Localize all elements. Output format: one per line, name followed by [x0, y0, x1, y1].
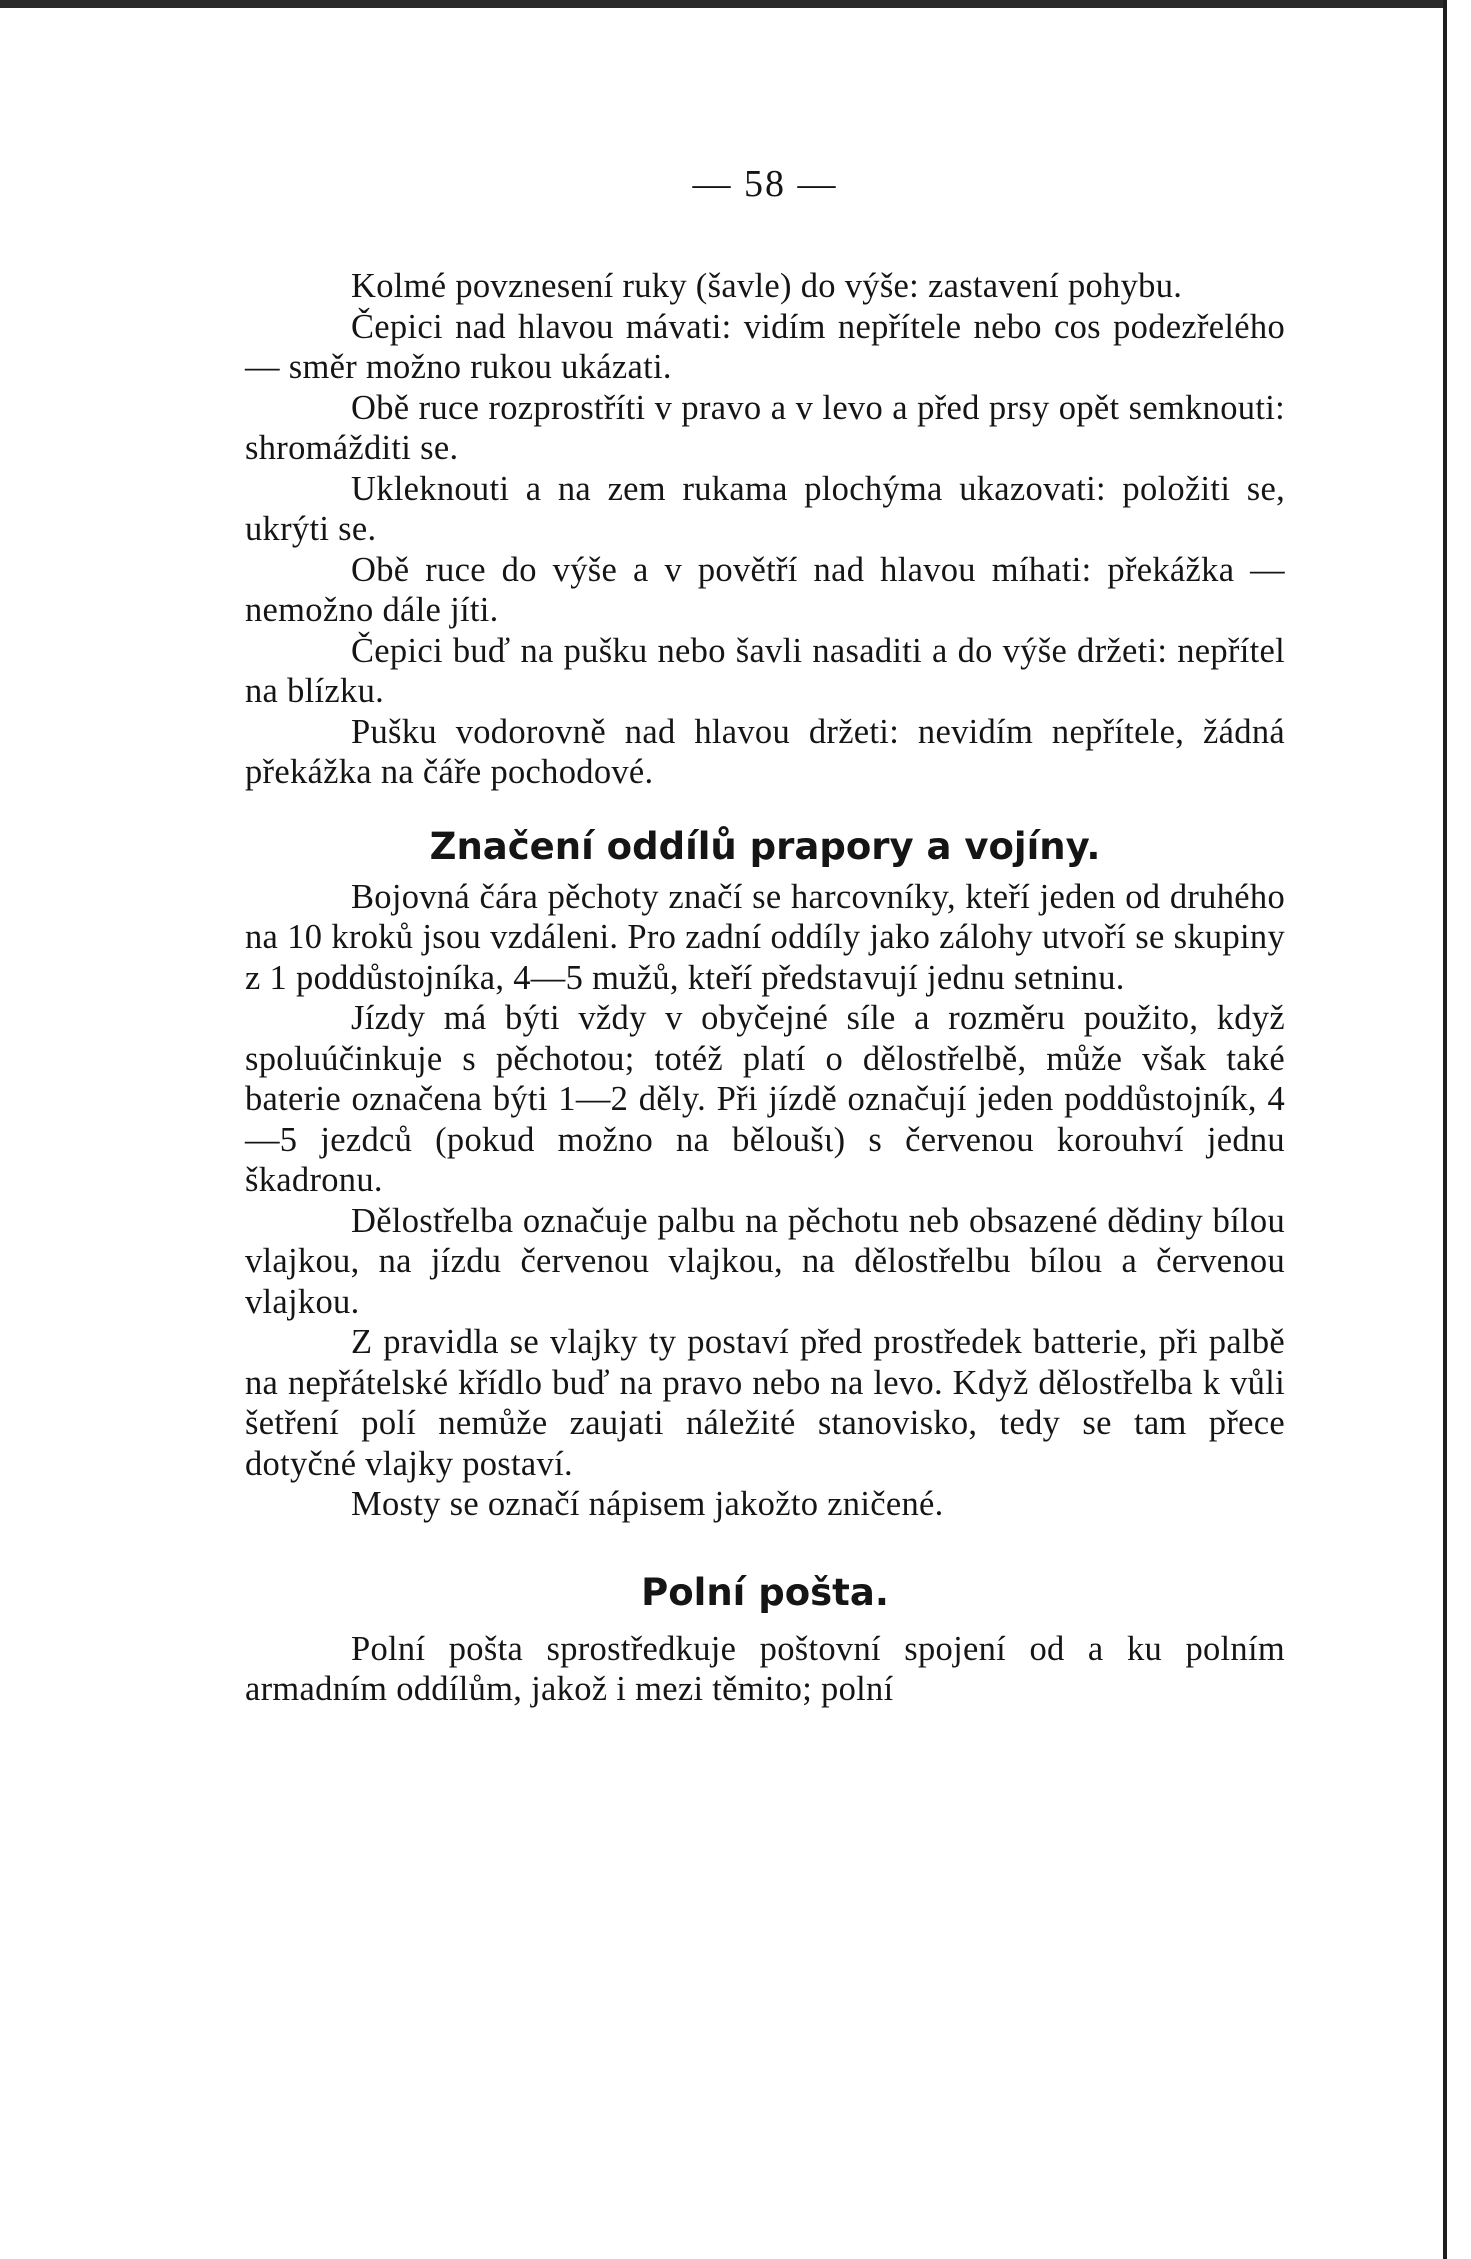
section-heading-unit-marking: Značení oddílů prapory a vojíny. [429, 824, 1101, 868]
signal-paragraph-4: Ukleknouti a na zem rukama plochýma ukazovati: položiti se, ukrýti se. [245, 469, 1285, 548]
signal-paragraph-6: Čepici buď na pušku nebo šavli nasaditi a do výše držeti: nepřítel na blízku. [245, 631, 1285, 710]
page-number: — 58 — [692, 163, 838, 205]
unit-marking-paragraph-3: Dělostřelba označuje palbu na pěchotu neb obsazené dědiny bílou vlajkou, na jízdu červenou vlajkou, na dělostřelbu bílou a červenou vlajkou. [245, 1201, 1285, 1321]
unit-marking-paragraph-2: Jízdy má býti vždy v obyčejné síle a rozměru použito, když spoluúčinkuje s pěchotou; totéž platí o dělostřelbě, může však také baterie označena býti 1—2 děly. Při jízdě označují jeden poddůstojník, 4—5 jezdců (pokud možno na běloušι) s červenou korouhví jednu škadronu. [245, 999, 1285, 1199]
signal-paragraph-3: Obě ruce rozprostříti v pravo a v levo a před prsy opět semknouti: shromážditi se. [245, 388, 1285, 467]
scan-top-edge [0, 0, 1443, 8]
signal-paragraph-7: Pušku vodorovně nad hlavou držeti: nevidím nepřítele, žádná překážka na čáře pochodové. [245, 712, 1285, 791]
signal-paragraph-2: Čepici nad hlavou mávati: vidím nepřítele nebo cos podezřelého — směr možno rukou ukázati. [245, 307, 1285, 386]
signal-paragraph-5: Obě ruce do výše a v povětří nad hlavou míhati: překážka — nemožno dále jíti. [245, 550, 1285, 629]
page-content [245, 266, 1285, 1710]
signal-paragraph-1: Kolmé povznesení ruky (šavle) do výše: zastavení pohybu. [351, 267, 1183, 305]
unit-marking-paragraph-5: Mosty se označí nápisem jakožto zničené. [351, 1485, 944, 1523]
scan-right-edge [1443, 0, 1471, 2259]
field-post-paragraph-1: Polní pošta sprostředkuje poštovní spojení od a ku polním armadním oddílům, jakož i mezi těmito; polní [245, 1629, 1285, 1708]
unit-marking-paragraph-1: Bojovná čára pěchoty značí se harcovníky, kteří jeden od druhého na 10 kroků jsou vzdáleni. Pro zadní oddíly jako zálohy utvoří se skupiny z 1 poddůstojníka, 4—5 mužů, kteří představují jednu setninu. [245, 877, 1285, 997]
section-heading-field-post: Polní pošta. [641, 1570, 889, 1614]
unit-marking-paragraph-4: Z pravidla se vlajky ty postaví před prostředek batterie, při palbě na nepřátelské křídlo buď na pravo nebo na levo. Když dělostřelba k vůli šetření polí nemůže zaujati náležité stanovisko, tedy se tam přece dotyčné vlajky postaví. [245, 1323, 1285, 1483]
